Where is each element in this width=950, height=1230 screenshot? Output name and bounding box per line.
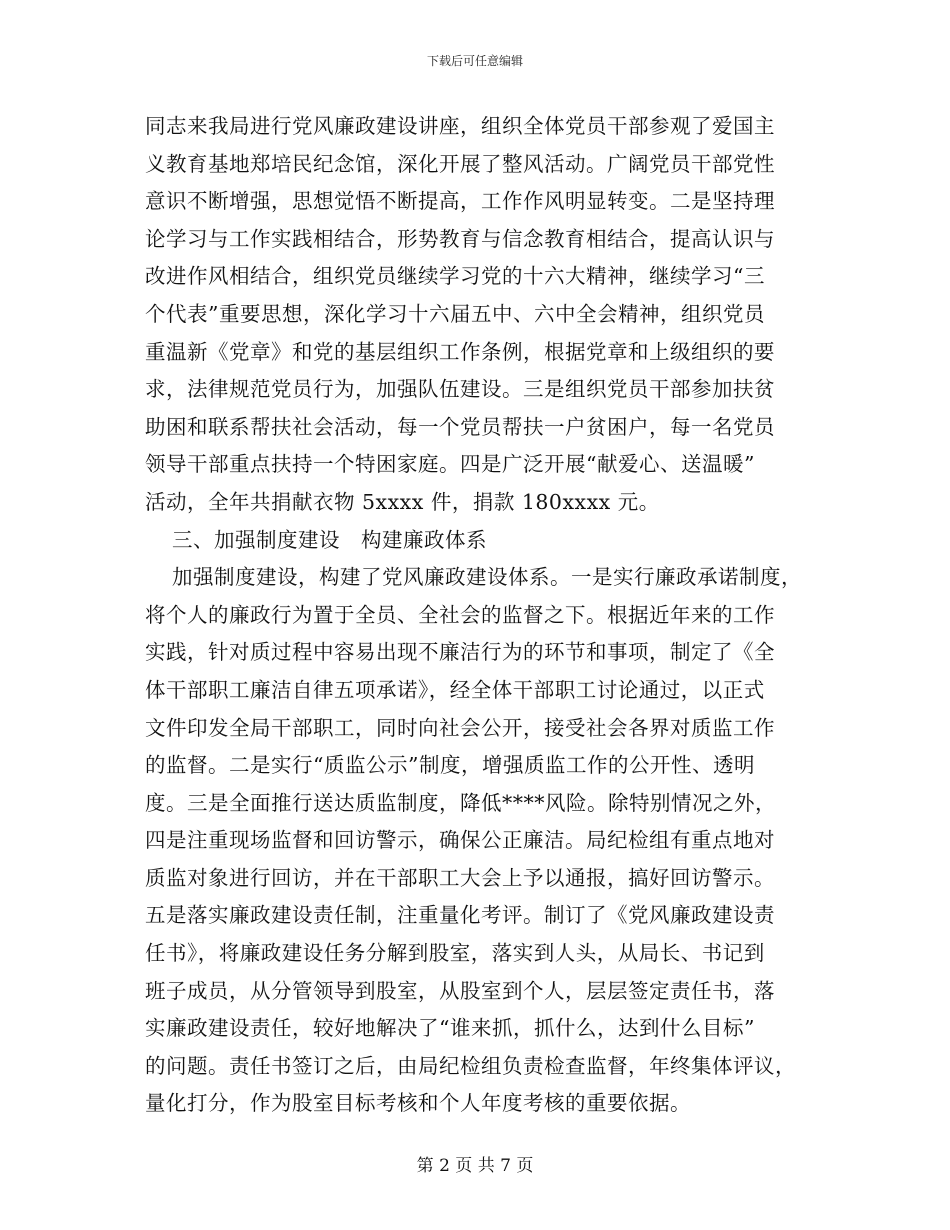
text-line: 四是注重现场监督和回访警示，确保公正廉洁。局纪检组有重点地对: [145, 828, 775, 853]
text-line: 意识不断增强，思想觉悟不断提高，工作作风明显转变。二是坚持理: [145, 189, 775, 214]
text-line: 同志来我局进行党风廉政建设讲座，组织全体党员干部参观了爱国主: [145, 114, 775, 138]
text-line: 实践，针对质过程中容易出现不廉洁行为的环节和事项，制定了《全: [145, 640, 775, 665]
text-line: 领导干部重点扶持一个特困家庭。四是广泛开展“献爱心、送温暖”: [145, 452, 755, 477]
text-line: 论学习与工作实践相结合，形势教育与信念教育相结合，提高认识与: [145, 226, 775, 251]
text-line: 助困和联系帮扶社会活动，每一个党员帮扶一户贫困户，每一名党员: [145, 414, 775, 439]
text-line: 的监督。二是实行“质监公示”制度，增强质监工作的公开性、透明: [145, 753, 755, 778]
text-line: 体干部职工廉洁自律五项承诺》，经全体干部职工讨论通过，以正式: [145, 677, 765, 702]
text-line: 将个人的廉政行为置于全员、全社会的监督之下。根据近年来的工作: [145, 602, 775, 627]
text-line: 改进作风相结合，组织党员继续学习党的十六大精神，继续学习“三: [145, 264, 765, 289]
text-line: 五是落实廉政建设责任制，注重量化考评。制订了《党风廉政建设责: [145, 903, 775, 928]
text-line: 量化打分，作为股室目标考核和个人年度考核的重要依据。: [145, 1091, 691, 1116]
text-line: 文件印发全局干部职工，同时向社会公开，接受社会各界对质监工作: [145, 715, 775, 740]
text-line: 实廉政建设责任，较好地解决了“谁来抓，抓什么，达到什么目标”: [145, 1016, 755, 1041]
text-line: 义教育基地郑培民纪念馆，深化开展了整风活动。广阔党员干部党性: [145, 151, 775, 176]
text-line: 活动，全年共捐献衣物 5xxxx 件，捐款 180xxxx 元。: [145, 489, 660, 514]
text-line: 加强制度建设，构建了党风廉政建设体系。一是实行廉政承诺制度，: [172, 565, 802, 590]
text-line: 度。三是全面推行送达质监制度，降低****风险。除特别情况之外，: [145, 790, 776, 815]
document-body: [145, 108, 825, 1123]
text-line: 质监对象进行回访，并在干部职工大会上予以通报，搞好回访警示。: [145, 865, 775, 890]
text-line: 班子成员，从分管领导到股室，从股室到个人，层层签定责任书，落: [145, 978, 775, 1003]
text-line: 任书》，将廉政建设任务分解到股室，落实到人头，从局长、书记到: [145, 941, 765, 966]
text-line: 的问题。责任书签订之后，由局纪检组负责检查监督，年终集体评议，: [145, 1053, 796, 1078]
page-header-note: 下载后可任意编辑: [426, 54, 523, 68]
page-number: 第 2 页 共 7 页: [416, 1156, 534, 1176]
text-line: 个代表”重要思想，深化学习十六届五中、六中全会精神，组织党员: [145, 301, 765, 326]
text-line: 求，法律规范党员行为，加强队伍建设。三是组织党员干部参加扶贫: [145, 377, 775, 402]
text-line: 重温新《党章》和党的基层组织工作条例，根据党章和上级组织的要: [145, 339, 775, 364]
section-heading: 三、加强制度建设 构建廉政体系: [172, 527, 487, 552]
